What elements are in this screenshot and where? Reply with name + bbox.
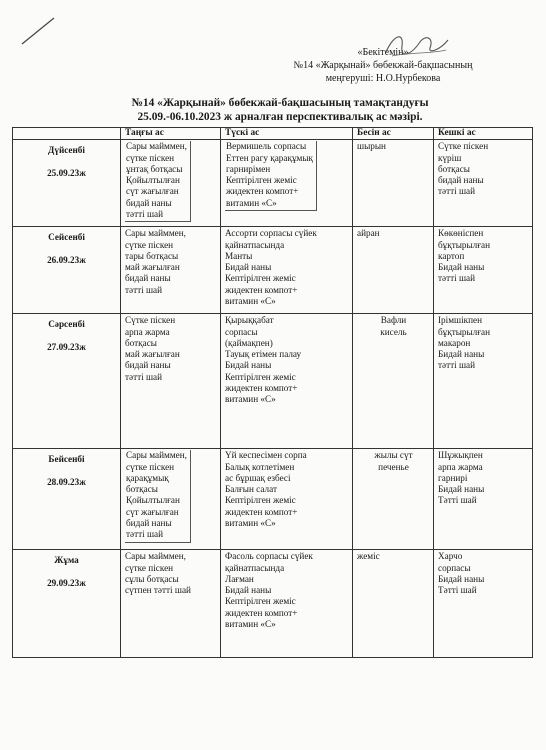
lunch-cell — [221, 140, 353, 227]
breakfast-item: Сүтке піскен — [125, 315, 176, 326]
breakfast-cell — [121, 314, 221, 449]
breakfast-item: сүтке піскен — [125, 239, 174, 250]
breakfast-item: Сары майммен, — [125, 551, 186, 562]
approval-line-1: «Бекітемін» — [357, 47, 409, 58]
dinner-item: Бидай наны — [438, 484, 485, 495]
snack-item: печенье — [378, 461, 409, 472]
breakfast-item: сүтке піскен — [126, 461, 175, 472]
snack-item: кисель — [380, 326, 407, 337]
day-cell — [13, 550, 121, 658]
dinner-item: бұқтырылған — [438, 326, 491, 337]
lunch-item: витамин «С» — [225, 296, 276, 307]
lunch-item: Тауық етімен палау — [225, 349, 302, 360]
breakfast-item: май жағылған — [125, 262, 180, 273]
lunch-item: жидектен компот+ — [225, 383, 298, 394]
snack-cell — [353, 314, 434, 449]
lunch-cell — [221, 449, 353, 550]
approval-line-2: №14 «Жарқынай» бөбекжай-бақшасының — [293, 60, 473, 71]
menu-table — [12, 127, 533, 658]
table-row — [13, 227, 533, 314]
day-cell — [13, 227, 121, 314]
dinner-item: тәтті шай — [438, 273, 476, 284]
lunch-item: витамин «С» — [225, 394, 276, 405]
dinner-cell — [434, 550, 533, 658]
lunch-item: Кептірілген жеміс — [225, 273, 296, 284]
lunch-item: Вермишель сорпасы — [226, 141, 307, 152]
header-snack: Бесін ас — [353, 128, 434, 140]
breakfast-item: тәтті шай — [125, 371, 163, 382]
day-name: Сейсенбі — [48, 232, 85, 243]
breakfast-item: тәтті шай — [126, 529, 164, 540]
day-cell — [13, 449, 121, 550]
day-date: 27.09.23ж — [47, 341, 86, 352]
dinner-item: Бидай наны — [438, 349, 485, 360]
snack-item: Вафли — [380, 315, 407, 326]
breakfast-item: бидай наны — [125, 360, 171, 371]
snack-item: айран — [357, 228, 380, 239]
breakfast-item: қарақұмық — [126, 472, 169, 483]
breakfast-item: Сары майммен, — [126, 450, 187, 461]
dinner-item: Сүтке піскен — [438, 141, 489, 152]
breakfast-item: май жағылған — [125, 349, 180, 360]
dinner-item: Бидай наны — [438, 262, 485, 273]
dinner-item: Тәтті шай — [438, 585, 477, 596]
lunch-item: Кептірілген жеміс — [226, 175, 297, 186]
snack-cell — [353, 550, 434, 658]
breakfast-item: сүт жағылған — [126, 506, 179, 517]
table-header-row — [13, 128, 533, 140]
dinner-cell — [434, 449, 533, 550]
lunch-item: Кептірілген жеміс — [225, 596, 296, 607]
dinner-item: ботқасы — [438, 163, 470, 174]
breakfast-cell — [121, 227, 221, 314]
lunch-item: жидектен компот+ — [226, 186, 299, 197]
dinner-item: бидай наны — [438, 175, 484, 186]
lunch-item: жидектен компот+ — [225, 284, 298, 295]
dinner-item: Ірімшікпен — [438, 315, 483, 326]
dinner-item: гарнирі — [438, 472, 468, 483]
lunch-item: витамин «С» — [225, 518, 276, 529]
day-name: Сәрсенбі — [48, 319, 85, 330]
lunch-item: Кептірілген жеміс — [225, 495, 296, 506]
lunch-item: Бидай наны — [225, 585, 272, 596]
dinner-item: тәтті шай — [438, 186, 476, 197]
header-dinner: Кешкі ас — [434, 128, 533, 140]
lunch-cell — [221, 314, 353, 449]
breakfast-item: сүтпен тәтті шай — [125, 585, 191, 596]
breakfast-item: сүт жағылған — [126, 186, 179, 197]
breakfast-item: ботқасы — [126, 484, 158, 495]
table-row — [13, 449, 533, 550]
day-date: 26.09.23ж — [47, 254, 86, 265]
lunch-item: ас бұршақ езбесі — [225, 472, 291, 483]
lunch-item: витамин «С» — [225, 619, 276, 630]
lunch-item: гарнирімен — [226, 163, 271, 174]
lunch-item: қайнатпасында — [225, 562, 285, 573]
breakfast-cell — [121, 550, 221, 658]
lunch-item: Бидай наны — [225, 360, 272, 371]
dinner-cell — [434, 140, 533, 227]
dinner-item: Шұжықпен — [438, 450, 483, 461]
day-name: Жұма — [54, 555, 79, 566]
snack-item: жылы сүт — [374, 450, 413, 461]
dinner-item: сорпасы — [438, 562, 471, 573]
title-line-1: №14 «Жарқынай» бөбекжай-бақшасының тамақтандуғы — [131, 97, 429, 109]
lunch-item: Кептірілген жеміс — [225, 371, 296, 382]
dinner-item: бұқтырылған — [438, 239, 491, 250]
day-date: 28.09.23ж — [47, 476, 86, 487]
document-title — [40, 96, 520, 124]
lunch-item: Балғын салат — [225, 484, 277, 495]
table-row — [13, 314, 533, 449]
day-cell — [13, 140, 121, 227]
dinner-cell — [434, 227, 533, 314]
breakfast-item: Сары майммен, — [126, 141, 187, 152]
breakfast-item: Сары майммен, — [125, 228, 186, 239]
breakfast-item: тәтті шай — [126, 209, 164, 220]
handwritten-signature — [382, 28, 452, 60]
snack-item: жеміс — [357, 551, 380, 562]
breakfast-item: сұлы ботқасы — [125, 573, 179, 584]
breakfast-item: Қойылтылған — [126, 495, 180, 506]
breakfast-item: ұнтақ ботқасы — [126, 163, 183, 174]
lunch-item: Манты — [225, 250, 253, 261]
lunch-item: Фасоль сорпасы сүйек — [225, 551, 313, 562]
dinner-item: Харчо — [438, 551, 463, 562]
lunch-item: сорпасы — [225, 326, 258, 337]
day-date: 29.09.23ж — [47, 577, 86, 588]
breakfast-item: ботқасы — [125, 337, 157, 348]
dinner-item: арпа жарма — [438, 461, 483, 472]
dinner-item: Көкөніспен — [438, 228, 484, 239]
day-date: 25.09.23ж — [47, 167, 86, 178]
day-name: Бейсенбі — [48, 454, 85, 465]
snack-cell — [353, 140, 434, 227]
dinner-cell — [434, 314, 533, 449]
header-lunch: Түскі ас — [221, 128, 353, 140]
approval-line-3: меңгеруші: Н.О.Нурбекова — [325, 73, 441, 84]
dinner-item: тәтті шай — [438, 360, 476, 371]
breakfast-item: сүтке піскен — [126, 152, 175, 163]
lunch-item: Ассорти сорпасы сүйек — [225, 228, 317, 239]
lunch-item: жидектен компот+ — [225, 607, 298, 618]
breakfast-item: бидай наны — [126, 518, 172, 529]
breakfast-item: тары ботқасы — [125, 250, 179, 261]
lunch-item: жидектен компот+ — [225, 506, 298, 517]
snack-cell — [353, 449, 434, 550]
breakfast-item: бидай наны — [126, 197, 172, 208]
snack-item: шырын — [357, 141, 386, 152]
lunch-item: витамин «С» — [226, 197, 277, 208]
breakfast-item: бидай наны — [125, 273, 171, 284]
breakfast-item: тәтті шай — [125, 284, 163, 295]
lunch-item: Еттен рагу қарақұмық — [226, 152, 313, 163]
header-day — [13, 128, 121, 140]
lunch-item: Лағман — [225, 573, 254, 584]
dinner-item: макарон — [438, 337, 471, 348]
breakfast-cell — [121, 140, 221, 227]
day-cell — [13, 314, 121, 449]
dinner-item: картоп — [438, 250, 465, 261]
corner-pen-mark — [18, 10, 58, 50]
dinner-item: Бидай наны — [438, 573, 485, 584]
breakfast-item: арпа жарма — [125, 326, 170, 337]
breakfast-item: сүтке піскен — [125, 562, 174, 573]
table-row — [13, 140, 533, 227]
lunch-item: Қырыққабат — [225, 315, 274, 326]
lunch-cell — [221, 550, 353, 658]
lunch-item: Балық котлетімен — [225, 461, 295, 472]
day-name: Дүйсенбі — [48, 145, 85, 156]
lunch-item: қайнатпасында — [225, 239, 285, 250]
lunch-item: (қаймақпен) — [225, 337, 273, 348]
lunch-cell — [221, 227, 353, 314]
title-line-2: 25.09.-06.10.2023 ж арналған перспективалық ас мәзірі. — [137, 111, 423, 123]
breakfast-item: Қойылтылған — [126, 175, 180, 186]
snack-cell — [353, 227, 434, 314]
dinner-item: Тәтті шай — [438, 495, 477, 506]
lunch-item: Үй кеспесімен сорпа — [225, 450, 307, 461]
header-breakfast: Таңғы ас — [121, 128, 221, 140]
breakfast-cell — [121, 449, 221, 550]
dinner-item: күріш — [438, 152, 462, 163]
lunch-item: Бидай наны — [225, 262, 272, 273]
table-row — [13, 550, 533, 658]
